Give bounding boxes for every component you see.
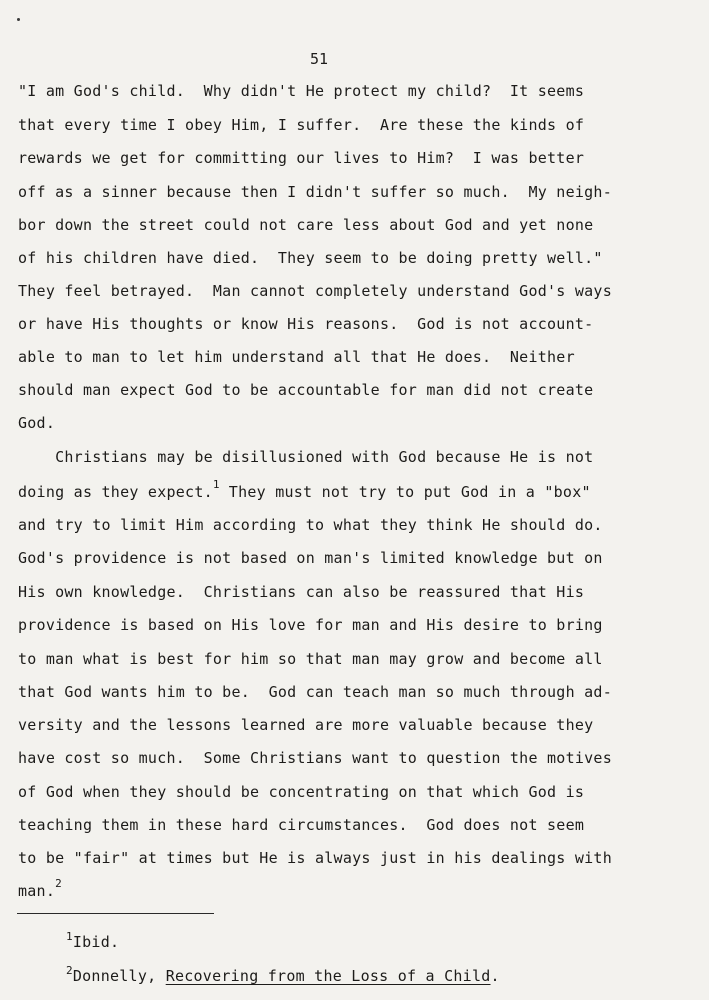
footnote-2	[66, 964, 500, 985]
line-text: doing as they expect.	[18, 483, 213, 501]
footnote-divider	[17, 913, 214, 914]
footnote-1	[66, 930, 120, 951]
body-line: God.	[18, 414, 56, 432]
body-line-with-footnote-ref	[18, 877, 62, 900]
body-line: bor down the street could not care less about God and yet none	[18, 216, 594, 234]
body-line: teaching them in these hard circumstances. God does not seem	[18, 816, 585, 834]
body-line: rewards we get for committing our lives to Him? I was better	[18, 149, 585, 167]
body-line: or have His thoughts or know His reasons. God is not account-	[18, 315, 594, 333]
body-line: of God when they should be concentrating on that which God is	[18, 783, 585, 801]
body-line: able to man to let him understand all that He does. Neither	[18, 348, 575, 366]
footnote-1-number: 1	[66, 930, 73, 943]
footnote-2-author: Donnelly,	[72, 967, 166, 985]
body-line: "I am God's child. Why didn't He protect my child? It seems	[18, 82, 585, 100]
body-line: have cost so much. Some Christians want to question the motives	[18, 749, 612, 767]
body-line: that every time I obey Him, I suffer. Are these the kinds of	[18, 116, 585, 134]
page-number: 51	[310, 50, 329, 68]
body-line: to man what is best for him so that man may grow and become all	[18, 650, 603, 668]
body-line: His own knowledge. Christians can also be reassured that His	[18, 583, 585, 601]
body-line: that God wants him to be. God can teach man so much through ad-	[18, 683, 612, 701]
body-line: and try to limit Him according to what they think He should do.	[18, 516, 603, 534]
body-line: providence is based on His love for man and His desire to bring	[18, 616, 603, 634]
body-line-with-footnote-ref	[18, 478, 591, 501]
body-line: They feel betrayed. Man cannot completely understand God's ways	[18, 282, 612, 300]
footnote-2-number: 2	[66, 964, 73, 977]
body-line: God's providence is not based on man's limited knowledge but on	[18, 549, 603, 567]
footnote-1-text: Ibid.	[72, 933, 120, 951]
body-line: should man expect God to be accountable for man did not create	[18, 381, 594, 399]
body-line: versity and the lessons learned are more valuable because they	[18, 716, 594, 734]
body-line: off as a sinner because then I didn't suffer so much. My neigh-	[18, 183, 612, 201]
footnote-reference-2: 2	[55, 877, 62, 890]
footnote-reference-1: 1	[212, 478, 220, 491]
paragraph-start-line: Christians may be disillusioned with God because He is not	[18, 448, 594, 466]
line-text: They must not try to put God in a "box"	[219, 483, 591, 501]
footnote-2-title: Recovering from the Loss of a Child	[165, 967, 491, 985]
footnote-2-period: .	[490, 967, 500, 985]
line-text: man.	[18, 882, 56, 900]
scan-speck	[17, 18, 20, 21]
body-line: of his children have died. They seem to be doing pretty well."	[18, 249, 603, 267]
body-line: to be "fair" at times but He is always just in his dealings with	[18, 849, 612, 867]
